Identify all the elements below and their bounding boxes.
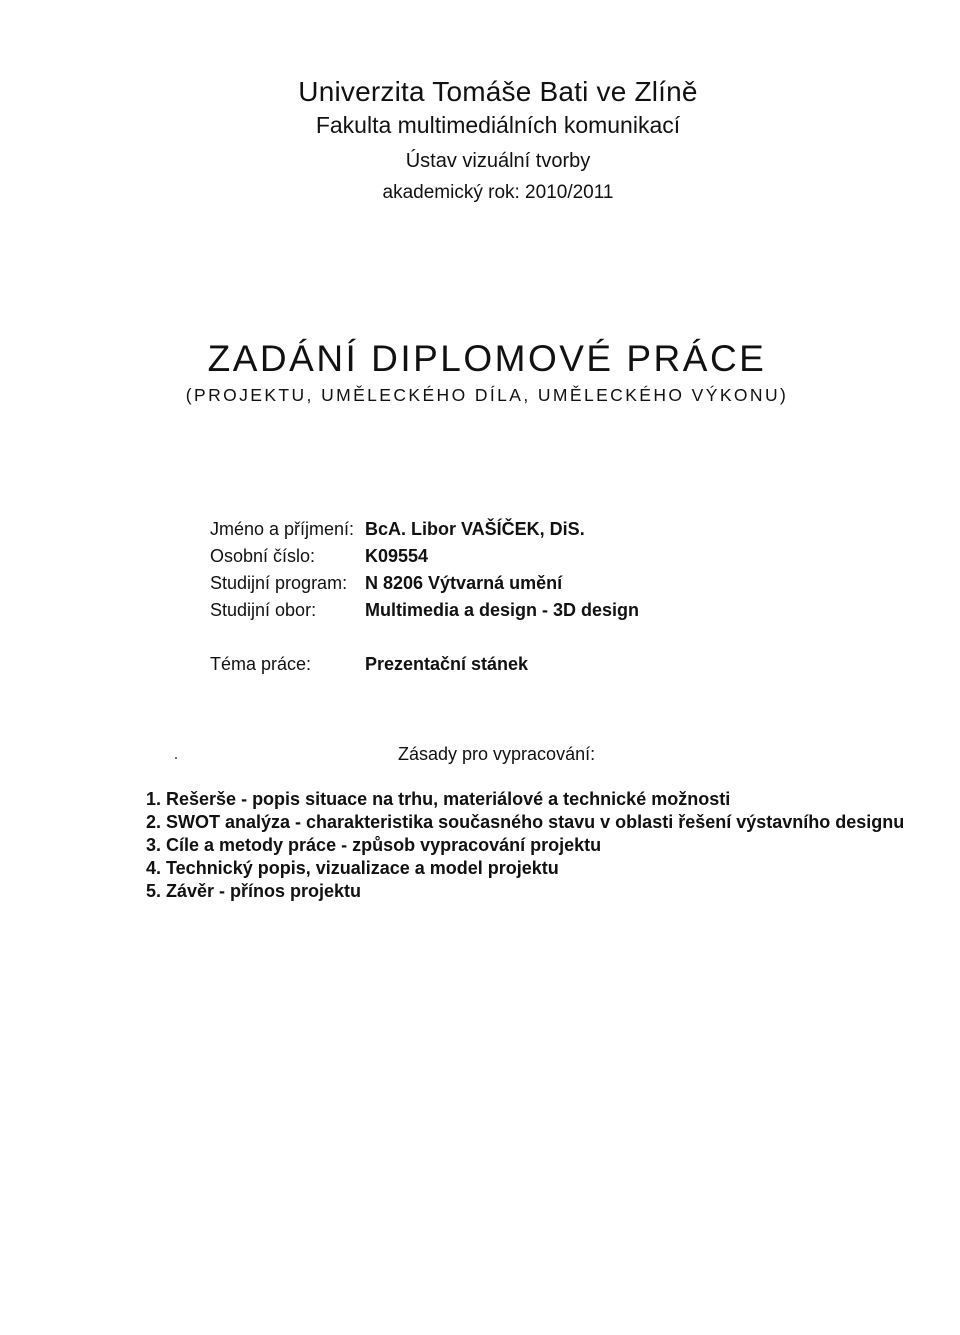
document-title: ZADÁNÍ DIPLOMOVÉ PRÁCE: [207, 338, 767, 379]
faculty-name: Fakulta multimediálních komunikací: [315, 112, 681, 138]
id-label: Osobní číslo:: [210, 546, 316, 566]
list-item: 3. Cíle a metody práce - způsob vypracování projektu: [146, 835, 602, 855]
id-value: K09554: [365, 546, 429, 566]
principles-heading: Zásady pro vypracování:: [398, 744, 596, 764]
list-item: 4. Technický popis, vizualizace a model projektu: [146, 858, 559, 878]
program-value: N 8206 Výtvarná umění: [365, 573, 563, 593]
document-subtitle: (PROJEKTU, UMĚLECKÉHO DÍLA, UMĚLECKÉHO VÝKONU): [185, 385, 789, 405]
academic-year: akademický rok: 2010/2011: [382, 182, 614, 203]
topic-value: Prezentační stánek: [365, 654, 529, 674]
program-label: Studijní program:: [210, 573, 348, 593]
topic-row: [210, 654, 810, 681]
list-item: 5. Závěr - přínos projektu: [146, 881, 362, 901]
university-name: Univerzita Tomáše Bati ve Zlíně: [298, 76, 698, 107]
field-label: Studijní obor:: [210, 600, 317, 620]
institution-header: [0, 78, 960, 202]
document-title-block: [0, 340, 960, 405]
scan-speck: [175, 757, 177, 759]
principles-list: [146, 788, 904, 903]
list-item: 1. Rešerše - popis situace na trhu, materiálové a technické možnosti: [146, 789, 731, 809]
list-item: 2. SWOT analýza - charakteristika současného stavu v oblasti řešení výstavního designu: [146, 812, 905, 832]
name-value: BcA. Libor VAŠÍČEK, DiS.: [365, 519, 585, 539]
name-label: Jméno a příjmení:: [210, 519, 355, 539]
topic-label: Téma práce:: [210, 654, 312, 674]
field-value: Multimedia a design - 3D design: [365, 600, 640, 620]
institute-name: Ústav vizuální tvorby: [405, 150, 591, 172]
